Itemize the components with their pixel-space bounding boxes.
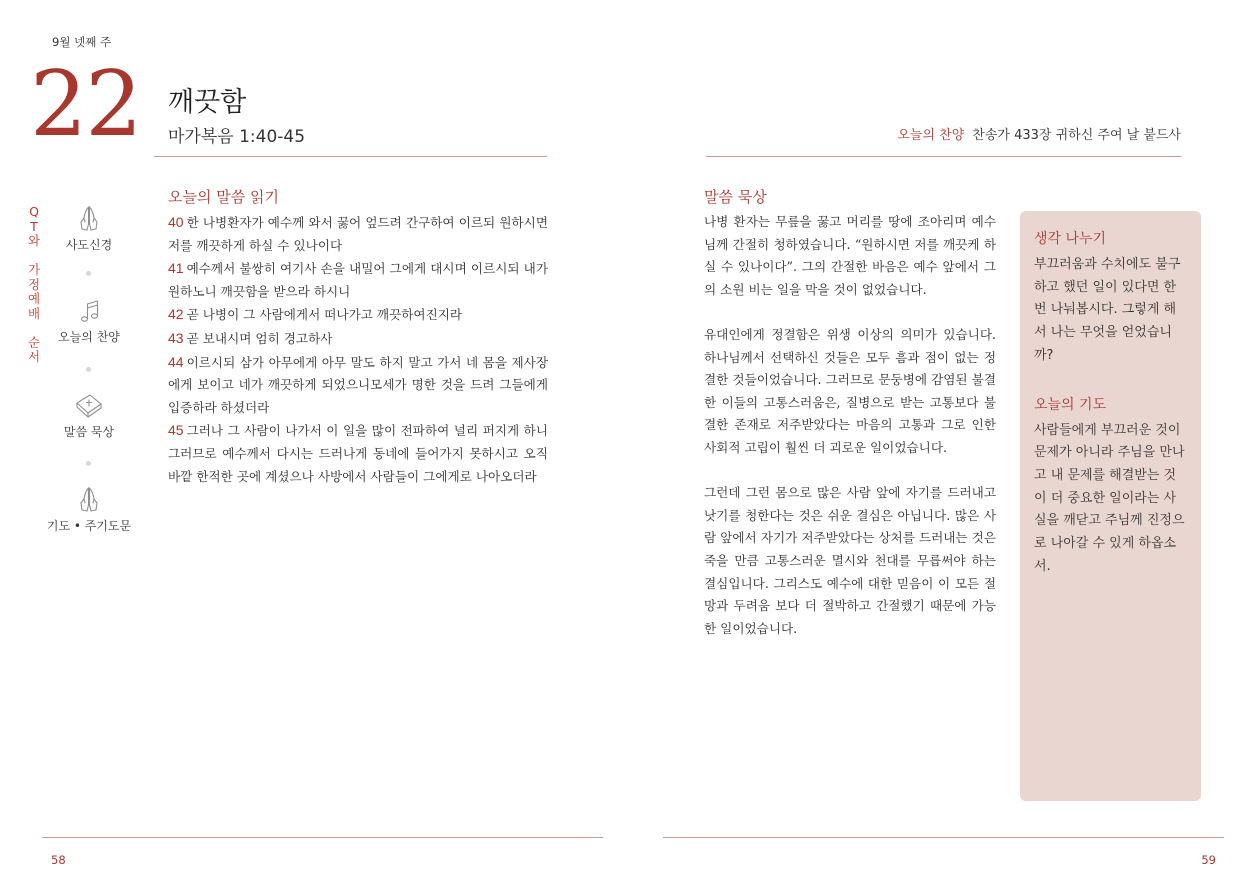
reflection-box (1020, 211, 1201, 801)
verse-number: 43 (168, 329, 184, 346)
verse-text: 이르시되 삼가 아무에게 아무 말도 하지 말고 가서 네 몸을 제사장에게 보이고 네가 깨끗하게 되었으니모세가 명한 것을 드려 그들에게 입증하라 하셨더라 (168, 354, 548, 415)
hymn-label: 오늘의 찬양 (897, 128, 965, 143)
page-number-right: 59 (1201, 853, 1216, 867)
verse (168, 423, 548, 483)
verse-text: 곧 보내시며 엄히 경고하사 (186, 330, 333, 346)
verse (168, 307, 462, 322)
divider-dot (86, 367, 91, 372)
divider-dot (86, 271, 91, 276)
verse-text: 예수께서 불쌍히 여기사 손을 내밀어 그에게 대시며 이르시되 내가 원하노니 깨끗함을 받으라 하시니 (168, 261, 548, 299)
left-header-divider (154, 156, 547, 157)
verse-number: 42 (168, 306, 184, 323)
divider-dot (86, 461, 91, 466)
verse-text: 그러나 그 사람이 나가서 이 일을 많이 전파하여 널리 퍼지게 하니 그러므로 예수께서 다시는 드러나게 동네에 들어가지 못하시고 오직 바깥 한적한 곳에 계셨으나 사방에서 사람들이 그에게로 나아오더라 (168, 423, 548, 484)
verse (168, 331, 332, 346)
right-header-divider (706, 156, 1181, 157)
scripture-reference: 마가복음 1:40-45 (168, 127, 306, 147)
verse-text: 한 나병환자가 예수께 와서 꿇어 엎드려 간구하여 이르되 원하시면 저를 깨끗하게 하실 수 있나이다 (168, 215, 548, 253)
right-footer-divider (663, 837, 1224, 838)
music-note-icon (74, 296, 104, 326)
page-number-left: 58 (51, 853, 66, 867)
prayer-text: 사람들에게 부끄러운 것이 문제가 아니라 주님을 만나고 내 문제를 해결받는 것이 더 중요한 일이라는 사실을 깨닫고 주님께 진정으로 나아갈 수 있게 하옵소서. (1034, 422, 1185, 574)
hymn-text: 찬송가 433장 귀하신 주여 날 붙드사 (972, 128, 1181, 143)
share-text: 부끄러움과 수치에도 불구하고 했던 일이 있다면 한번 나눠봅시다. 그렇게 해서 나는 무엇을 얻었습니까? (1034, 257, 1181, 363)
bible-icon (73, 391, 105, 421)
praying-hands-icon (74, 485, 104, 515)
verse (168, 215, 548, 253)
order-item-meditation (29, 391, 149, 440)
verse-number: 41 (168, 260, 184, 277)
meditation-paragraph: 그런데 그런 몸으로 많은 사람 앞에 자기를 드러내고 낫기를 청한다는 것은 쉬운 결심은 아닙니다. 많은 사람 앞에서 자기가 저주받았다는 상처를 드러내는 것은 죽을 만큼 고통스러운 멸시와 천대를 무릅써야 하는 결심입니다. 그리스도 예수에 대한 믿음이 이 모든 절망과 두려움 보다 더 절박하고 간절했기 때문에 가능한 일이었습니다. (704, 485, 996, 636)
praying-hands-icon (74, 204, 104, 234)
order-item-label: 기도 • 주기도문 (46, 519, 132, 533)
day-number: 22 (30, 52, 141, 157)
vertical-order-label: Q T 와 가 정 예 배 순 서 (27, 204, 41, 364)
scripture-text (168, 211, 548, 488)
order-item-label: 사도신경 (65, 238, 113, 252)
order-item-prayer (29, 485, 149, 534)
verse-number: 44 (168, 353, 184, 370)
verse (168, 261, 548, 299)
page-title: 깨끗함 (168, 87, 247, 118)
order-item-label: 말씀 묵상 (63, 425, 115, 439)
verse-text: 곧 나병이 그 사람에게서 떠나가고 깨끗하여진지라 (186, 307, 463, 323)
verse-number: 40 (168, 214, 184, 230)
week-label: 9월 넷째 주 (52, 35, 112, 49)
verse (168, 355, 548, 415)
meditation-text (704, 211, 996, 663)
share-heading: 생각 나누기 (1034, 231, 1107, 247)
order-item-hymn (29, 296, 149, 345)
order-item-creed (29, 204, 149, 253)
left-footer-divider (42, 837, 603, 838)
order-item-label: 오늘의 찬양 (58, 330, 120, 344)
hymn-of-the-day (897, 124, 1181, 143)
meditation-paragraph: 유대인에게 정결함은 위생 이상의 의미가 있습니다. 하나님께서 선택하신 것들은 모두 흠과 점이 없는 정결한 것들이었습니다. 그러므로 문둥병에 감염된 불결한 이들의 고통스러움은, 질병으로 받는 고통보다 불결한 존재로 저주받았다는 마음의 고통과 그로 인한 사회적 고립이 훨씬 더 괴로운 일이었습니다. (704, 326, 996, 455)
meditation-heading: 말씀 묵상 (704, 188, 767, 206)
meditation-paragraph: 나병 환자는 무릎을 꿇고 머리를 땅에 조아리며 예수님께 간절히 청하였습니다. “원하시면 저를 깨끗케 하실 수 있나이다”. 그의 간절한 바음은 예수 앞에서 그의 소원 비는 일을 막을 것이 없었습니다. (704, 214, 996, 297)
verse-number: 45 (168, 422, 184, 439)
scripture-heading: 오늘의 말씀 읽기 (168, 188, 279, 206)
prayer-heading: 오늘의 기도 (1034, 396, 1107, 413)
